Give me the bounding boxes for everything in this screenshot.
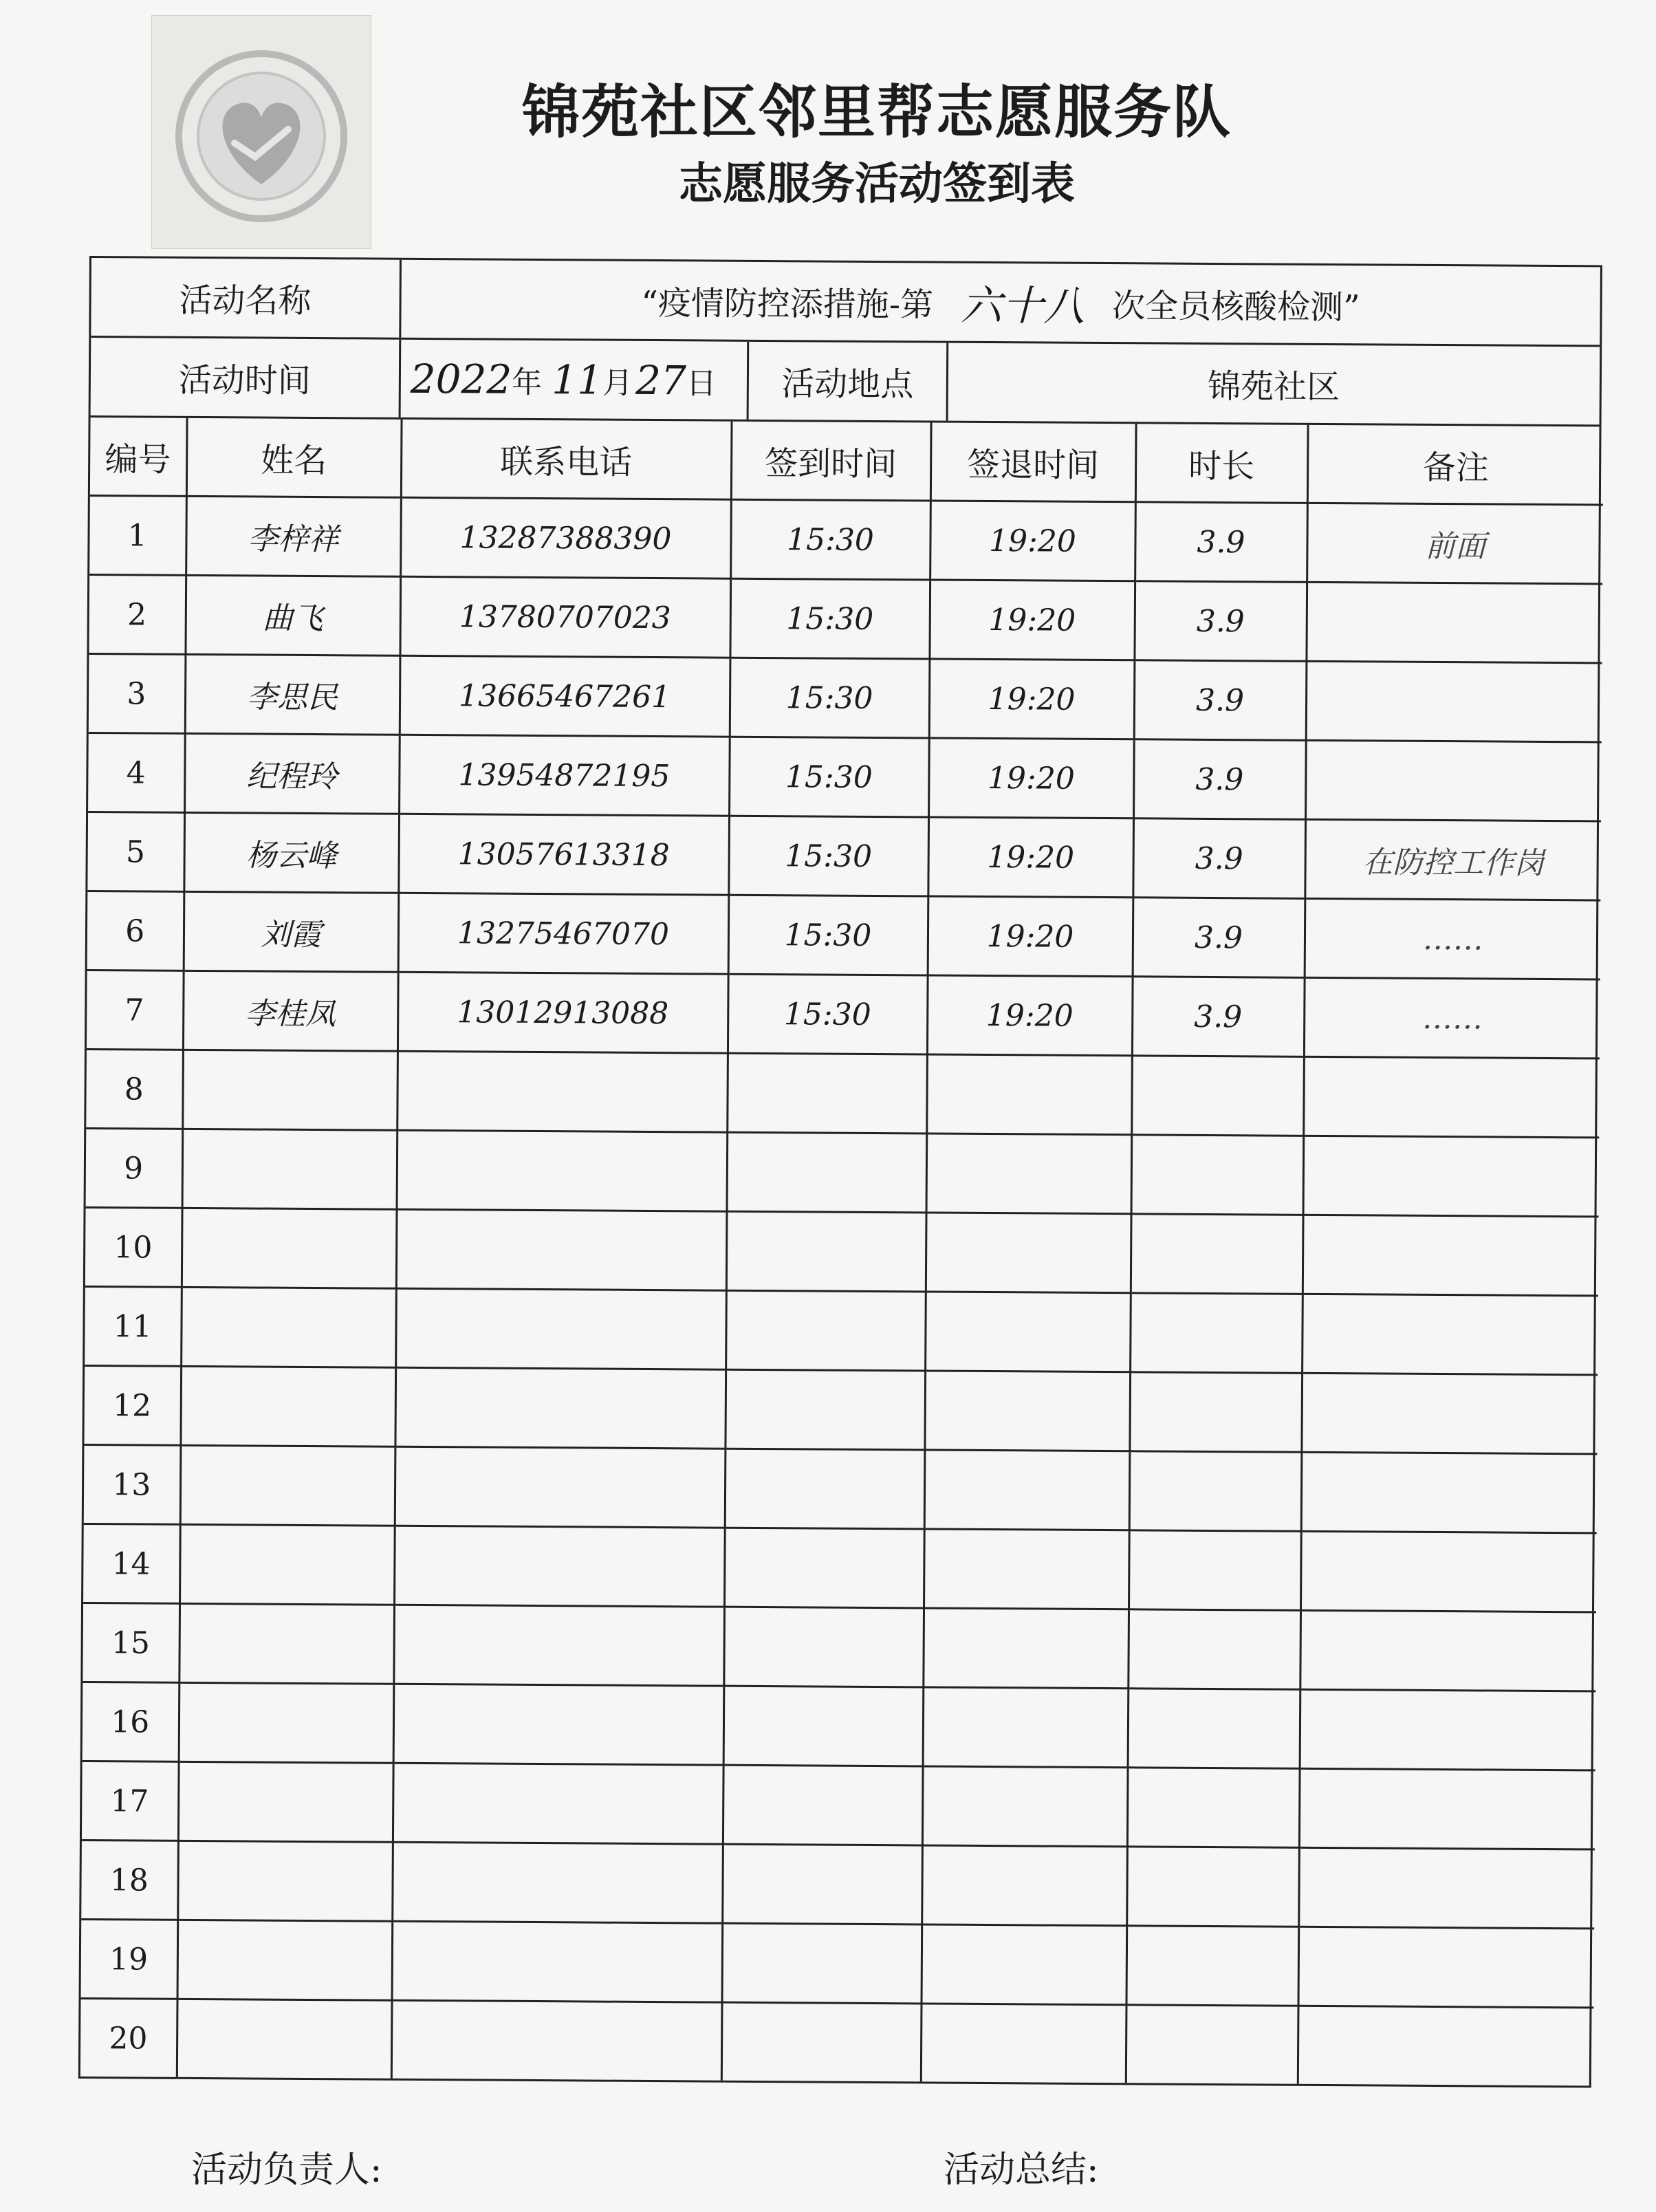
- sign-out-time: [925, 1292, 1131, 1372]
- remarks: [1303, 1136, 1600, 1217]
- sign-in-time: [726, 1211, 926, 1292]
- sign-in-time: 15:30: [729, 737, 929, 817]
- row-number: 2: [89, 575, 186, 655]
- sign-in-time: 15:30: [730, 658, 930, 738]
- activity-name-value: [401, 260, 1600, 345]
- volunteer-name: [179, 1603, 394, 1684]
- contact-phone: [391, 2000, 722, 2080]
- sign-in-time: [726, 1290, 926, 1371]
- row-number: 12: [84, 1365, 181, 1445]
- table-row: [84, 1444, 1598, 1532]
- table-row: [85, 1286, 1598, 1374]
- sign-in-time: [725, 1369, 925, 1450]
- table-row: [87, 891, 1601, 979]
- table-row: [82, 1761, 1595, 1849]
- contact-phone: [395, 1446, 726, 1528]
- volunteer-name: [177, 1999, 392, 2078]
- page-subtitle: 志愿服务活动签到表: [679, 159, 1075, 210]
- volunteer-name: [181, 1287, 396, 1367]
- column-header-name: 姓名: [186, 418, 402, 497]
- sign-out-time: 19:20: [928, 896, 1133, 977]
- sign-out-time: 19:20: [927, 975, 1133, 1056]
- column-header-number: 编号: [90, 418, 187, 496]
- volunteer-table: [80, 418, 1604, 2085]
- volunteer-name: [177, 1920, 393, 2000]
- table-header-row: [90, 418, 1604, 505]
- sign-out-time: [922, 1845, 1127, 1926]
- table-row: [83, 1603, 1596, 1691]
- remarks: ……: [1305, 898, 1601, 979]
- date-day-unit: 日: [686, 365, 717, 402]
- column-header-phone: 联系电话: [401, 420, 732, 499]
- sign-in-time: [727, 1053, 927, 1134]
- duration: [1126, 1847, 1299, 1927]
- sign-in-time: [723, 1765, 923, 1845]
- volunteer-name: 曲飞: [185, 575, 400, 655]
- row-number: 18: [81, 1840, 178, 1920]
- row-number: 4: [88, 733, 185, 813]
- row-number: 13: [84, 1444, 181, 1524]
- duration: [1130, 1293, 1303, 1374]
- activity-place-label: 活动地点: [749, 342, 948, 421]
- row-number: 17: [82, 1761, 179, 1841]
- column-header-sign-out-time: 签退时间: [930, 422, 1136, 501]
- row-number: 8: [86, 1049, 183, 1129]
- sign-out-time: 19:20: [929, 580, 1135, 660]
- sign-out-time: [923, 1608, 1129, 1689]
- sign-in-time: [722, 1844, 922, 1924]
- remarks: [1298, 1847, 1595, 1929]
- row-number: 20: [80, 1998, 177, 2077]
- sign-in-time: 15:30: [730, 578, 930, 659]
- activity-name-handwritten-number: 六十八: [960, 281, 1085, 331]
- volunteer-name: [180, 1366, 395, 1446]
- contact-phone: 13275467070: [398, 893, 729, 974]
- sign-in-time: [721, 2002, 922, 2081]
- column-header-sign-in-time: 签到时间: [731, 422, 931, 501]
- activity-name-row: [91, 258, 1600, 347]
- volunteer-name: 刘霞: [184, 891, 399, 972]
- remarks: 前面: [1307, 503, 1603, 584]
- duration: 3.9: [1133, 818, 1305, 899]
- remarks: [1303, 1056, 1600, 1138]
- contact-phone: 13954872195: [399, 735, 730, 816]
- contact-phone: 13780707023: [400, 576, 730, 658]
- remarks: 在防控工作岗: [1305, 819, 1601, 900]
- volunteer-name: 纪程玲: [184, 733, 400, 814]
- table-row: [86, 1128, 1600, 1216]
- remarks: [1305, 740, 1602, 821]
- remarks: [1300, 1531, 1597, 1612]
- sign-in-time: 15:30: [730, 499, 930, 580]
- sign-in-sheet: [78, 256, 1602, 2088]
- sign-out-time: [926, 1213, 1131, 1293]
- activity-summary-label: 活动总结:: [944, 2149, 1099, 2191]
- page-title: 锦苑社区邻里帮志愿服务队: [521, 78, 1232, 146]
- duration: 3.9: [1133, 739, 1306, 820]
- sign-in-time: [727, 1132, 927, 1213]
- remarks: [1303, 1215, 1599, 1296]
- contact-phone: [393, 1684, 724, 1765]
- sign-in-time: [724, 1528, 924, 1608]
- sign-out-time: [926, 1054, 1132, 1135]
- volunteer-name: [182, 1208, 397, 1288]
- remarks: [1301, 1373, 1598, 1454]
- remarks: ……: [1304, 977, 1600, 1059]
- volunteer-name: [179, 1524, 395, 1605]
- activity-name-prefix: “疫情防控添措施-第: [641, 283, 934, 325]
- table-row: [87, 812, 1601, 900]
- row-number: 9: [86, 1128, 183, 1208]
- table-row: [88, 733, 1602, 821]
- duration: [1129, 1451, 1302, 1532]
- activity-place-value: 锦苑社区: [1207, 367, 1340, 407]
- table-row: [80, 1998, 1594, 2085]
- contact-phone: [397, 1130, 728, 1211]
- row-number: 10: [85, 1207, 182, 1287]
- table-row: [89, 575, 1602, 663]
- duration: [1131, 1135, 1304, 1215]
- volunteer-name: 李桂凤: [183, 971, 398, 1051]
- sign-out-time: [924, 1529, 1129, 1609]
- contact-phone: 13287388390: [400, 497, 731, 578]
- sign-out-time: 19:20: [929, 659, 1135, 739]
- duration: [1126, 2005, 1298, 2084]
- row-number: 6: [87, 891, 184, 971]
- contact-phone: [395, 1288, 726, 1369]
- duration: [1129, 1372, 1302, 1453]
- duration: 3.9: [1134, 660, 1307, 741]
- contact-phone: 13012913088: [397, 972, 728, 1053]
- sign-out-time: [922, 1924, 1127, 2005]
- date-year-unit: 年: [512, 365, 543, 400]
- table-row: [84, 1365, 1598, 1453]
- contact-phone: [394, 1526, 725, 1607]
- sign-out-time: [921, 2004, 1126, 2083]
- sign-in-time: 15:30: [728, 816, 928, 896]
- date-year-handwritten: 2022: [410, 355, 512, 403]
- remarks: [1302, 1294, 1598, 1375]
- row-number: 7: [87, 970, 184, 1050]
- remarks: [1300, 1610, 1596, 1691]
- contact-phone: [392, 1842, 723, 1923]
- duration: [1128, 1689, 1300, 1769]
- volunteer-name: [179, 1682, 394, 1763]
- contact-phone: [397, 1051, 728, 1132]
- row-number: 11: [85, 1286, 182, 1366]
- table-row: [83, 1524, 1597, 1612]
- table-row: [89, 496, 1603, 584]
- duration: [1131, 1056, 1304, 1136]
- row-number: 16: [83, 1682, 179, 1761]
- duration: 3.9: [1132, 977, 1305, 1057]
- contact-phone: [392, 1921, 723, 2002]
- remarks: [1300, 1689, 1596, 1770]
- sign-in-time: 15:30: [728, 895, 928, 975]
- volunteer-name: [178, 1761, 393, 1842]
- table-row: [85, 1207, 1599, 1295]
- contact-phone: 13057613318: [398, 814, 729, 895]
- row-number: 5: [87, 812, 184, 892]
- table-row: [87, 970, 1600, 1058]
- contact-phone: [393, 1763, 723, 1844]
- sign-out-time: [922, 1766, 1128, 1847]
- volunteer-name: [182, 1129, 397, 1209]
- volunteer-name: [180, 1445, 395, 1526]
- volunteer-name: 李梓祥: [186, 496, 401, 576]
- sign-out-time: 19:20: [928, 738, 1134, 818]
- row-number: 3: [89, 654, 186, 734]
- table-body: [80, 496, 1603, 2086]
- volunteer-name: [177, 1841, 393, 1921]
- remarks: [1298, 2006, 1594, 2085]
- volunteer-name: 杨云峰: [184, 812, 399, 893]
- remarks: [1306, 661, 1602, 742]
- duration: [1129, 1530, 1301, 1611]
- duration: 3.9: [1135, 502, 1307, 583]
- sign-out-time: [924, 1450, 1130, 1530]
- sign-out-time: 19:20: [930, 501, 1135, 581]
- duration: 3.9: [1134, 581, 1307, 662]
- sign-in-time: [723, 1607, 924, 1687]
- contact-phone: [396, 1209, 727, 1290]
- activity-name-label: 活动名称: [91, 258, 401, 338]
- sign-out-time: 19:20: [928, 817, 1133, 898]
- remarks: [1298, 1927, 1594, 2008]
- sign-out-time: [923, 1687, 1129, 1768]
- row-number: 15: [83, 1603, 179, 1682]
- row-number: 1: [89, 496, 186, 576]
- activity-name-suffix: 次全员核酸检测”: [1111, 287, 1360, 327]
- sign-out-time: [924, 1371, 1130, 1451]
- table-row: [86, 1049, 1600, 1137]
- remarks: [1299, 1768, 1595, 1850]
- sign-in-time: [725, 1449, 925, 1529]
- table-row: [81, 1840, 1595, 1928]
- table-row: [89, 654, 1602, 742]
- activity-time-label: 活动时间: [91, 338, 401, 418]
- activity-time-row: [91, 338, 1600, 426]
- contact-phone: 13665467261: [400, 655, 730, 737]
- column-header-duration: 时长: [1135, 424, 1308, 503]
- row-number: 19: [81, 1919, 178, 1999]
- sign-in-time: 15:30: [728, 974, 928, 1054]
- remarks: [1301, 1452, 1598, 1533]
- organization-logo: [151, 15, 371, 249]
- table-row: [81, 1919, 1595, 2007]
- row-number: 14: [83, 1524, 180, 1603]
- duration: [1131, 1214, 1303, 1294]
- sign-in-time: [723, 1686, 924, 1766]
- duration: [1126, 1926, 1298, 2006]
- contact-phone: [395, 1367, 726, 1449]
- heart-hands-emblem-icon: [152, 16, 371, 248]
- date-month-handwritten: 11: [552, 356, 603, 404]
- contact-phone: [393, 1605, 724, 1686]
- column-header-remarks: 备注: [1307, 425, 1604, 505]
- activity-leader-label: 活动负责人:: [191, 2149, 382, 2191]
- activity-date-value: [400, 340, 749, 420]
- volunteer-name: 李思民: [185, 654, 400, 735]
- date-month-unit: 月: [602, 365, 633, 401]
- duration: [1128, 1609, 1300, 1690]
- duration: [1127, 1768, 1300, 1848]
- date-day-handwritten: 27: [635, 356, 687, 404]
- sign-in-time: [722, 1923, 922, 2004]
- remarks: [1306, 582, 1602, 663]
- volunteer-name: [182, 1050, 397, 1130]
- sign-out-time: [926, 1134, 1132, 1214]
- table-row: [83, 1682, 1596, 1770]
- duration: 3.9: [1133, 898, 1305, 978]
